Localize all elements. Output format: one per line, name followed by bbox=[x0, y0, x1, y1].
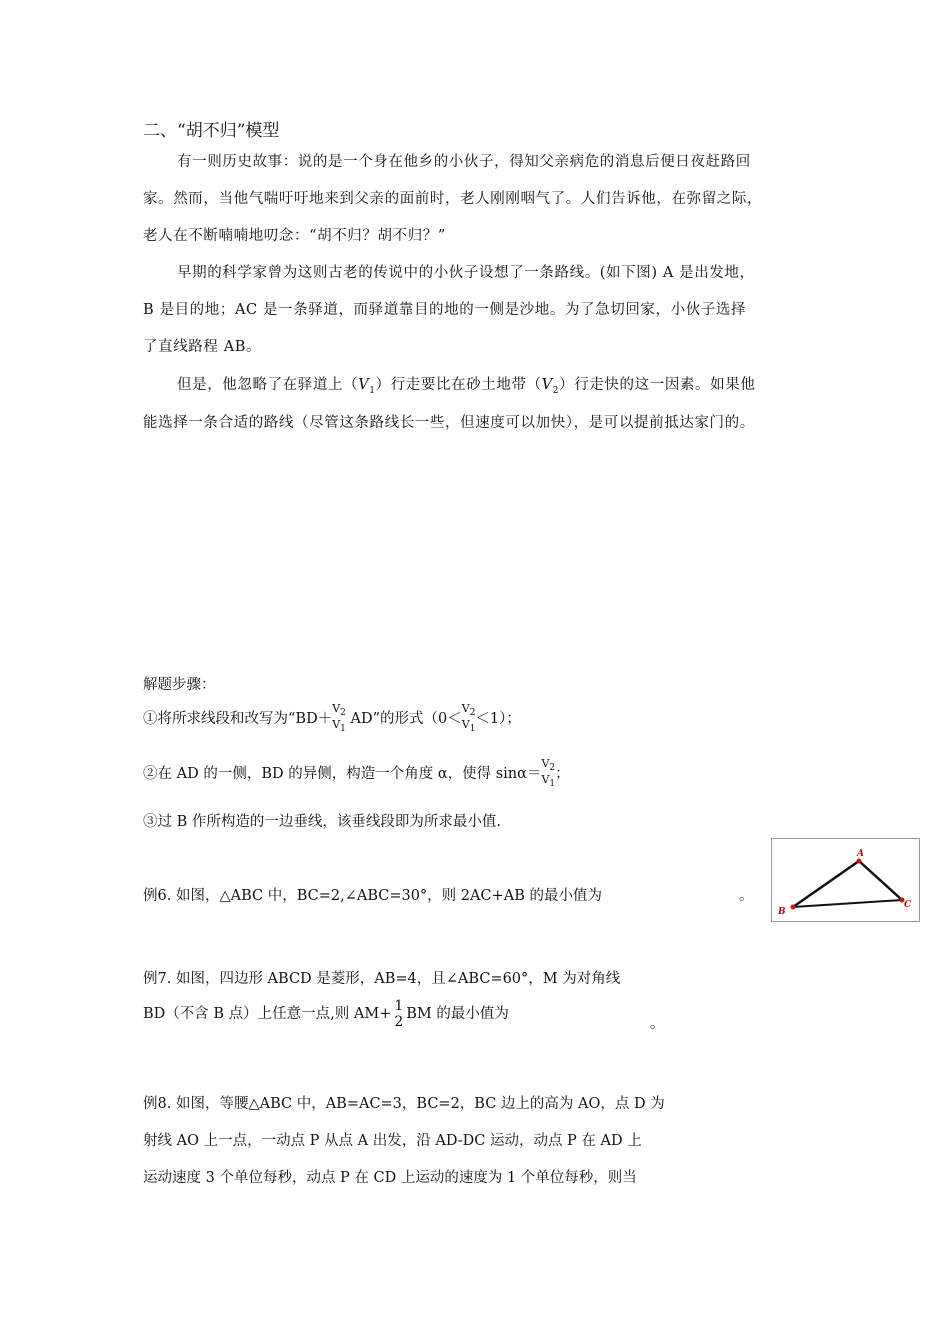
story-p1-line2: 家。然而，当他气喘吁吁地来到父亲的面前时，老人刚刚咽气了。人们告诉他，在弥留之际， bbox=[143, 191, 763, 207]
steps-heading: 解题步骤： bbox=[143, 677, 216, 693]
v1-subscript: 1 bbox=[369, 385, 376, 396]
story-p3-part-a: 但是，他忽略了在驿道上（ bbox=[177, 377, 359, 393]
story-p2-line2: B 是目的地；AC 是一条驿道，而驿道靠目的地的一侧是沙地。为了急切回家，小伙子选择 bbox=[143, 302, 747, 318]
example-7-line1: 例7. 如图，四边形 ABCD 是菱形，AB=4，且∠ABC=60°，M 为对角线 bbox=[143, 971, 621, 987]
point-a bbox=[857, 859, 862, 864]
fraction-denominator: $V_1$ bbox=[461, 718, 476, 735]
step-3: ③过 B 作所构造的一边垂线，该垂线段即为所求最小值. bbox=[143, 814, 501, 830]
example-7-line2 bbox=[143, 998, 509, 1030]
ratio-fraction-2 bbox=[462, 703, 476, 735]
step-2-part-b: ； bbox=[555, 766, 570, 783]
example-8-line3: 运动速度 3 个单位每秒，动点 P 在 CD 上运动的速度为 1 个单位每秒，则当 bbox=[143, 1170, 637, 1186]
step-2-part-a: ②在 AD 的一侧，BD 的异侧，构造一个角度 α，使得 sinα＝ bbox=[143, 766, 542, 783]
half-denominator: 2 bbox=[394, 1014, 404, 1030]
label-c: C bbox=[904, 900, 912, 910]
side-ac bbox=[859, 861, 902, 900]
sin-fraction bbox=[541, 758, 555, 790]
step-1-part-a: ①将所求线段和改写为“BD＋ bbox=[143, 711, 333, 728]
side-bc bbox=[793, 900, 902, 907]
example-7-end: 。 bbox=[650, 1016, 665, 1032]
story-p1-line3: 老人在不断喃喃地叨念：“胡不归？胡不归？” bbox=[143, 228, 446, 244]
fraction-numerator: $V_2$ bbox=[541, 757, 556, 774]
step-2 bbox=[143, 758, 570, 790]
example-7-part-b: BM 的最小值为 bbox=[406, 1006, 509, 1022]
example-7-part-a: BD（不含 B 点）上任意一点,则 AM+ bbox=[143, 1006, 392, 1022]
triangle-diagram bbox=[772, 839, 919, 921]
step-1 bbox=[143, 703, 521, 735]
step-1-part-c: ＜1）； bbox=[475, 711, 521, 728]
side-ba bbox=[793, 861, 859, 907]
example-6-end: 。 bbox=[739, 888, 754, 904]
label-a: A bbox=[857, 849, 864, 859]
label-b: B bbox=[778, 907, 786, 917]
story-p2-line3: 了直线路程 AB。 bbox=[143, 339, 262, 355]
ratio-fraction bbox=[332, 703, 346, 735]
triangle-figure bbox=[771, 838, 920, 922]
story-p3-part-b: ）行走要比在砂土地带（ bbox=[375, 377, 542, 393]
example-8-line1: 例8. 如图，等腰△ABC 中，AB=AC=3，BC=2，BC 边上的高为 AO，点 D 为 bbox=[143, 1096, 665, 1112]
fraction-numerator: $V_2$ bbox=[332, 702, 346, 719]
example-8-line2: 射线 AO 上一点，一动点 P 从点 A 出发，沿 AD-DC 运动，动点 P 在 AD 上 bbox=[143, 1133, 642, 1149]
v2-subscript: 2 bbox=[552, 385, 560, 396]
fraction-denominator: $V_1$ bbox=[541, 773, 556, 790]
fraction-numerator: $V_2$ bbox=[461, 702, 476, 719]
step-1-part-b: AD”的形式（0＜ bbox=[345, 711, 462, 728]
section-title: 二、“胡不归”模型 bbox=[143, 121, 280, 141]
story-p3-line1 bbox=[177, 373, 755, 396]
story-p2-line1: 早期的科学家曾为这则古老的传说中的小伙子设想了一条路线。(如下图) A 是出发地， bbox=[177, 265, 755, 281]
story-p1-line1: 有一则历史故事：说的是一个身在他乡的小伙子，得知父亲病危的消息后便日夜赶路回 bbox=[177, 154, 751, 170]
half-numerator: 1 bbox=[394, 998, 404, 1014]
example-6-text: 例6. 如图，△ABC 中，BC=2,∠ABC=30°，则 2AC+AB 的最小值为 bbox=[143, 888, 602, 904]
story-p3-line2: 能选择一条合适的路线（尽管这条路线长一些，但速度可以加快），是可以提前抵达家门的。 bbox=[143, 415, 755, 431]
v2-symbol: V bbox=[541, 377, 553, 393]
half-fraction bbox=[394, 998, 403, 1030]
v1-symbol: V bbox=[358, 377, 370, 393]
point-b bbox=[791, 905, 796, 910]
fraction-denominator: $V_1$ bbox=[332, 718, 346, 735]
story-p3-part-c: ）行走快的这一因素。如果他 bbox=[559, 377, 756, 393]
